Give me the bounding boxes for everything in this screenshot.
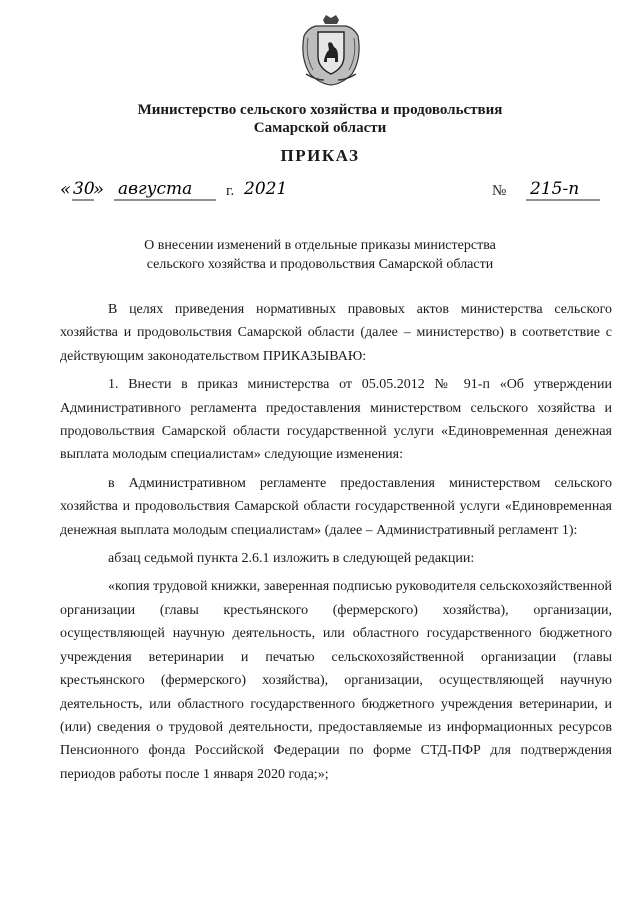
date-month: августа — [118, 179, 193, 199]
date-day: 30 — [73, 179, 95, 199]
order-subject-line1: О внесении изменений в отдельные приказы министерства — [144, 238, 496, 253]
ministry-name — [0, 101, 640, 137]
paragraph-new-text: «копия трудовой книжки, заверенная подписью руководителя сельскохозяйственной организации (главы крестьянского (фермерского) хозяйства), организации, осуществляющей научную деятельность, или областного государственного бюджетного учреждения ветеринарии и печатью сельскохозяйственной организации (главы крестьянского (фермерского) хозяйства), организации, осуществляющей научную деятельность, или областного государственного бюджетного учреждения ветеринарии, и (или) сведения о трудовой деятельности, предоставляемые из информационных ресурсов Пенсионного фонда Российской Федерации по форме СТД-ПФР для подтверждения периодов работы после 1 января 2020 года;»; — [60, 579, 612, 782]
date-close-quote: » — [93, 179, 105, 200]
ministry-name-line1: Министерство сельского хозяйства и продовольствия — [137, 102, 503, 118]
order-body — [60, 298, 612, 791]
paragraph-clause-2-6-1: абзац седьмой пункта 2.6.1 изложить в следующей редакции: — [108, 551, 475, 567]
document-type-title: ПРИКАЗ — [280, 146, 360, 165]
paragraph-regulation-1: в Административном регламенте предоставления министерством сельского хозяйства и продовольствия Самарской области государственной услуги «Единовременная денежная выплата молодым специалистам» (далее – Административный регламент 1): — [60, 475, 612, 538]
number-sign: № — [492, 183, 507, 199]
handwritten-number — [492, 178, 602, 208]
date-open-quote: « — [60, 179, 72, 200]
date-year-prefix: г. — [226, 183, 235, 199]
order-number: 215-п — [530, 179, 580, 199]
order-subject-line2: сельского хозяйства и продовольствия Самарской области — [146, 257, 494, 272]
paragraph-item-1: 1. Внести в приказ министерства от 05.05.2012 № 91-п «Об утверждении Административного регламента предоставления министерством сельского хозяйства и продовольствия Самарской области государственной услуги «Единовременная денежная выплата молодым специалистам» следующие изменения: — [60, 377, 612, 463]
ministry-name-line2: Самарской области — [253, 120, 387, 136]
paragraph-preamble: В целях приведения нормативных правовых актов министерства сельского хозяйства и продовольствия Самарской области (далее – министерство) в соответствие с действующим законодательством ПРИКАЗЫВАЮ: — [60, 302, 612, 364]
date-year: 2021 — [244, 179, 288, 199]
coat-of-arms-emblem — [296, 14, 366, 86]
order-subject — [0, 236, 640, 274]
handwritten-date — [60, 178, 290, 208]
